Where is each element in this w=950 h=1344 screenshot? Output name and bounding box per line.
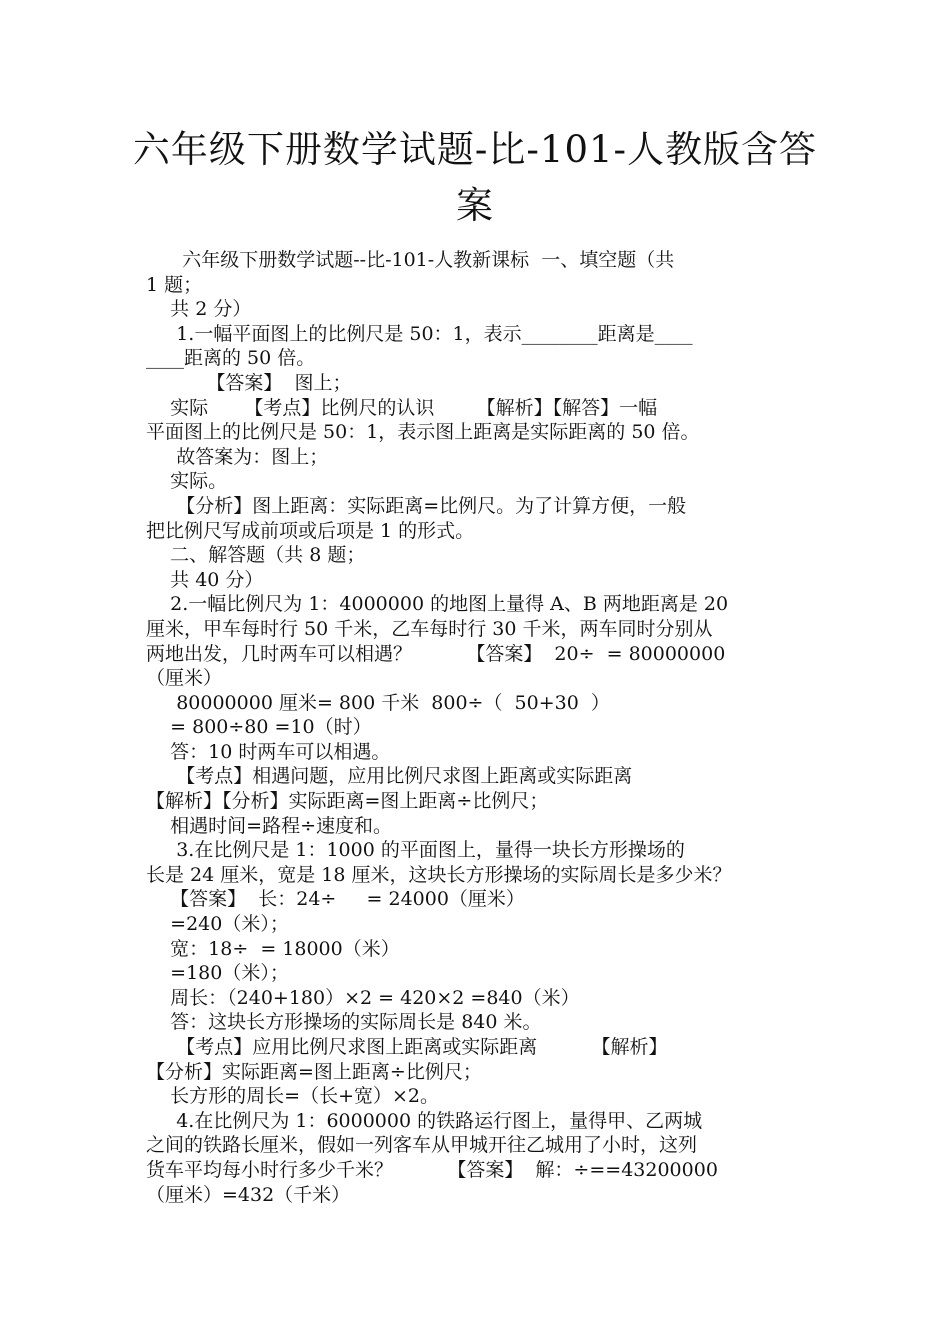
text-line: （厘米） xyxy=(146,667,223,690)
text-line: 六年级下册数学试题--比-101-人教新课标 一、填空题（共 xyxy=(146,249,675,271)
text-line: 【考点】应用比例尺求图上距离或实际距离 【解析】 xyxy=(146,1036,668,1058)
document-body xyxy=(146,248,808,1207)
text-line: 二、解答题（共 8 题； xyxy=(146,544,366,567)
text-line: 【答案】 长：24÷ = 24000（厘米） xyxy=(146,888,525,911)
text-line: 两地出发，几时两车可以相遇？ 【答案】 20÷ = 80000000 xyxy=(146,642,726,665)
title-line-2: 案 xyxy=(456,184,494,227)
text-line: 【考点】相遇问题，应用比例尺求图上距离或实际距离 xyxy=(146,765,633,788)
text-line: 货车平均每小时行多少千米？ 【答案】 解：÷==43200000 xyxy=(146,1158,718,1181)
text-line: 实际 【考点】比例尺的认识 【解析】【解答】一幅 xyxy=(146,396,658,419)
text-line: 宽：18÷ = 18000（米） xyxy=(146,937,400,960)
text-line: 长方形的周长=（长+宽）×2。 xyxy=(146,1085,440,1108)
document-title xyxy=(100,122,850,234)
text-line: 3.在比例尺是 1：1000 的平面图上，量得一块长方形操场的 xyxy=(146,839,685,862)
text-line: 答：10 时两车可以相遇。 xyxy=(146,740,391,763)
text-line: 【分析】图上距离：实际距离=比例尺。为了计算方便，一般 xyxy=(146,494,687,517)
text-line: 把比例尺写成前项或后项是 1 的形式。 xyxy=(146,519,475,542)
text-line: 4.在比例尺为 1：6000000 的铁路运行图上，量得甲、乙两城 xyxy=(146,1109,703,1132)
text-line: ____距离的 50 倍。 xyxy=(146,347,316,370)
text-line: 答：这块长方形操场的实际周长是 840 米。 xyxy=(146,1011,542,1034)
text-line: 厘米，甲车每时行 50 千米，乙车每时行 30 千米，两车同时分别从 xyxy=(146,617,713,640)
text-line: =180（米）； xyxy=(146,962,289,985)
text-line: 相遇时间=路程÷速度和。 xyxy=(146,814,392,837)
text-line: =240（米）； xyxy=(146,913,289,936)
text-line: 平面图上的比例尺是 50：1，表示图上距离是实际距离的 50 倍。 xyxy=(146,421,700,444)
text-line: 实际。 xyxy=(146,470,228,493)
text-line: 长是 24 厘米，宽是 18 厘米，这块长方形操场的实际周长是多少米？ xyxy=(146,863,732,886)
text-line: 【分析】实际距离=图上距离÷比例尺； xyxy=(146,1060,482,1083)
text-line: 1.一幅平面图上的比例尺是 50：1，表示________距离是____ xyxy=(146,322,693,345)
text-line: 【解析】【分析】实际距离=图上距离÷比例尺； xyxy=(146,790,549,813)
text-line: 共 2 分） xyxy=(146,298,252,321)
text-line: 1 题； xyxy=(146,273,203,296)
text-line: 共 40 分） xyxy=(146,568,264,591)
text-line: 2.一幅比例尺为 1：4000000 的地图上量得 A、B 两地距离是 20 xyxy=(146,593,729,616)
text-line: 故答案为：图上； xyxy=(146,445,329,468)
text-line: 【答案】 图上； xyxy=(146,371,352,394)
text-line: 周长：（240+180）×2 = 420×2 =840（米） xyxy=(146,986,580,1009)
text-line: （厘米）=432（千米） xyxy=(146,1183,351,1206)
text-line: 之间的铁路长厘米，假如一列客车从甲城开往乙城用了小时，这列 xyxy=(146,1134,698,1157)
title-line-1: 六年级下册数学试题-比-101-人教版含答 xyxy=(132,128,818,171)
text-line: 80000000 厘米= 800 千米 800÷（ 50+30 ） xyxy=(146,691,610,714)
text-line: = 800÷80 =10（时） xyxy=(146,716,372,739)
